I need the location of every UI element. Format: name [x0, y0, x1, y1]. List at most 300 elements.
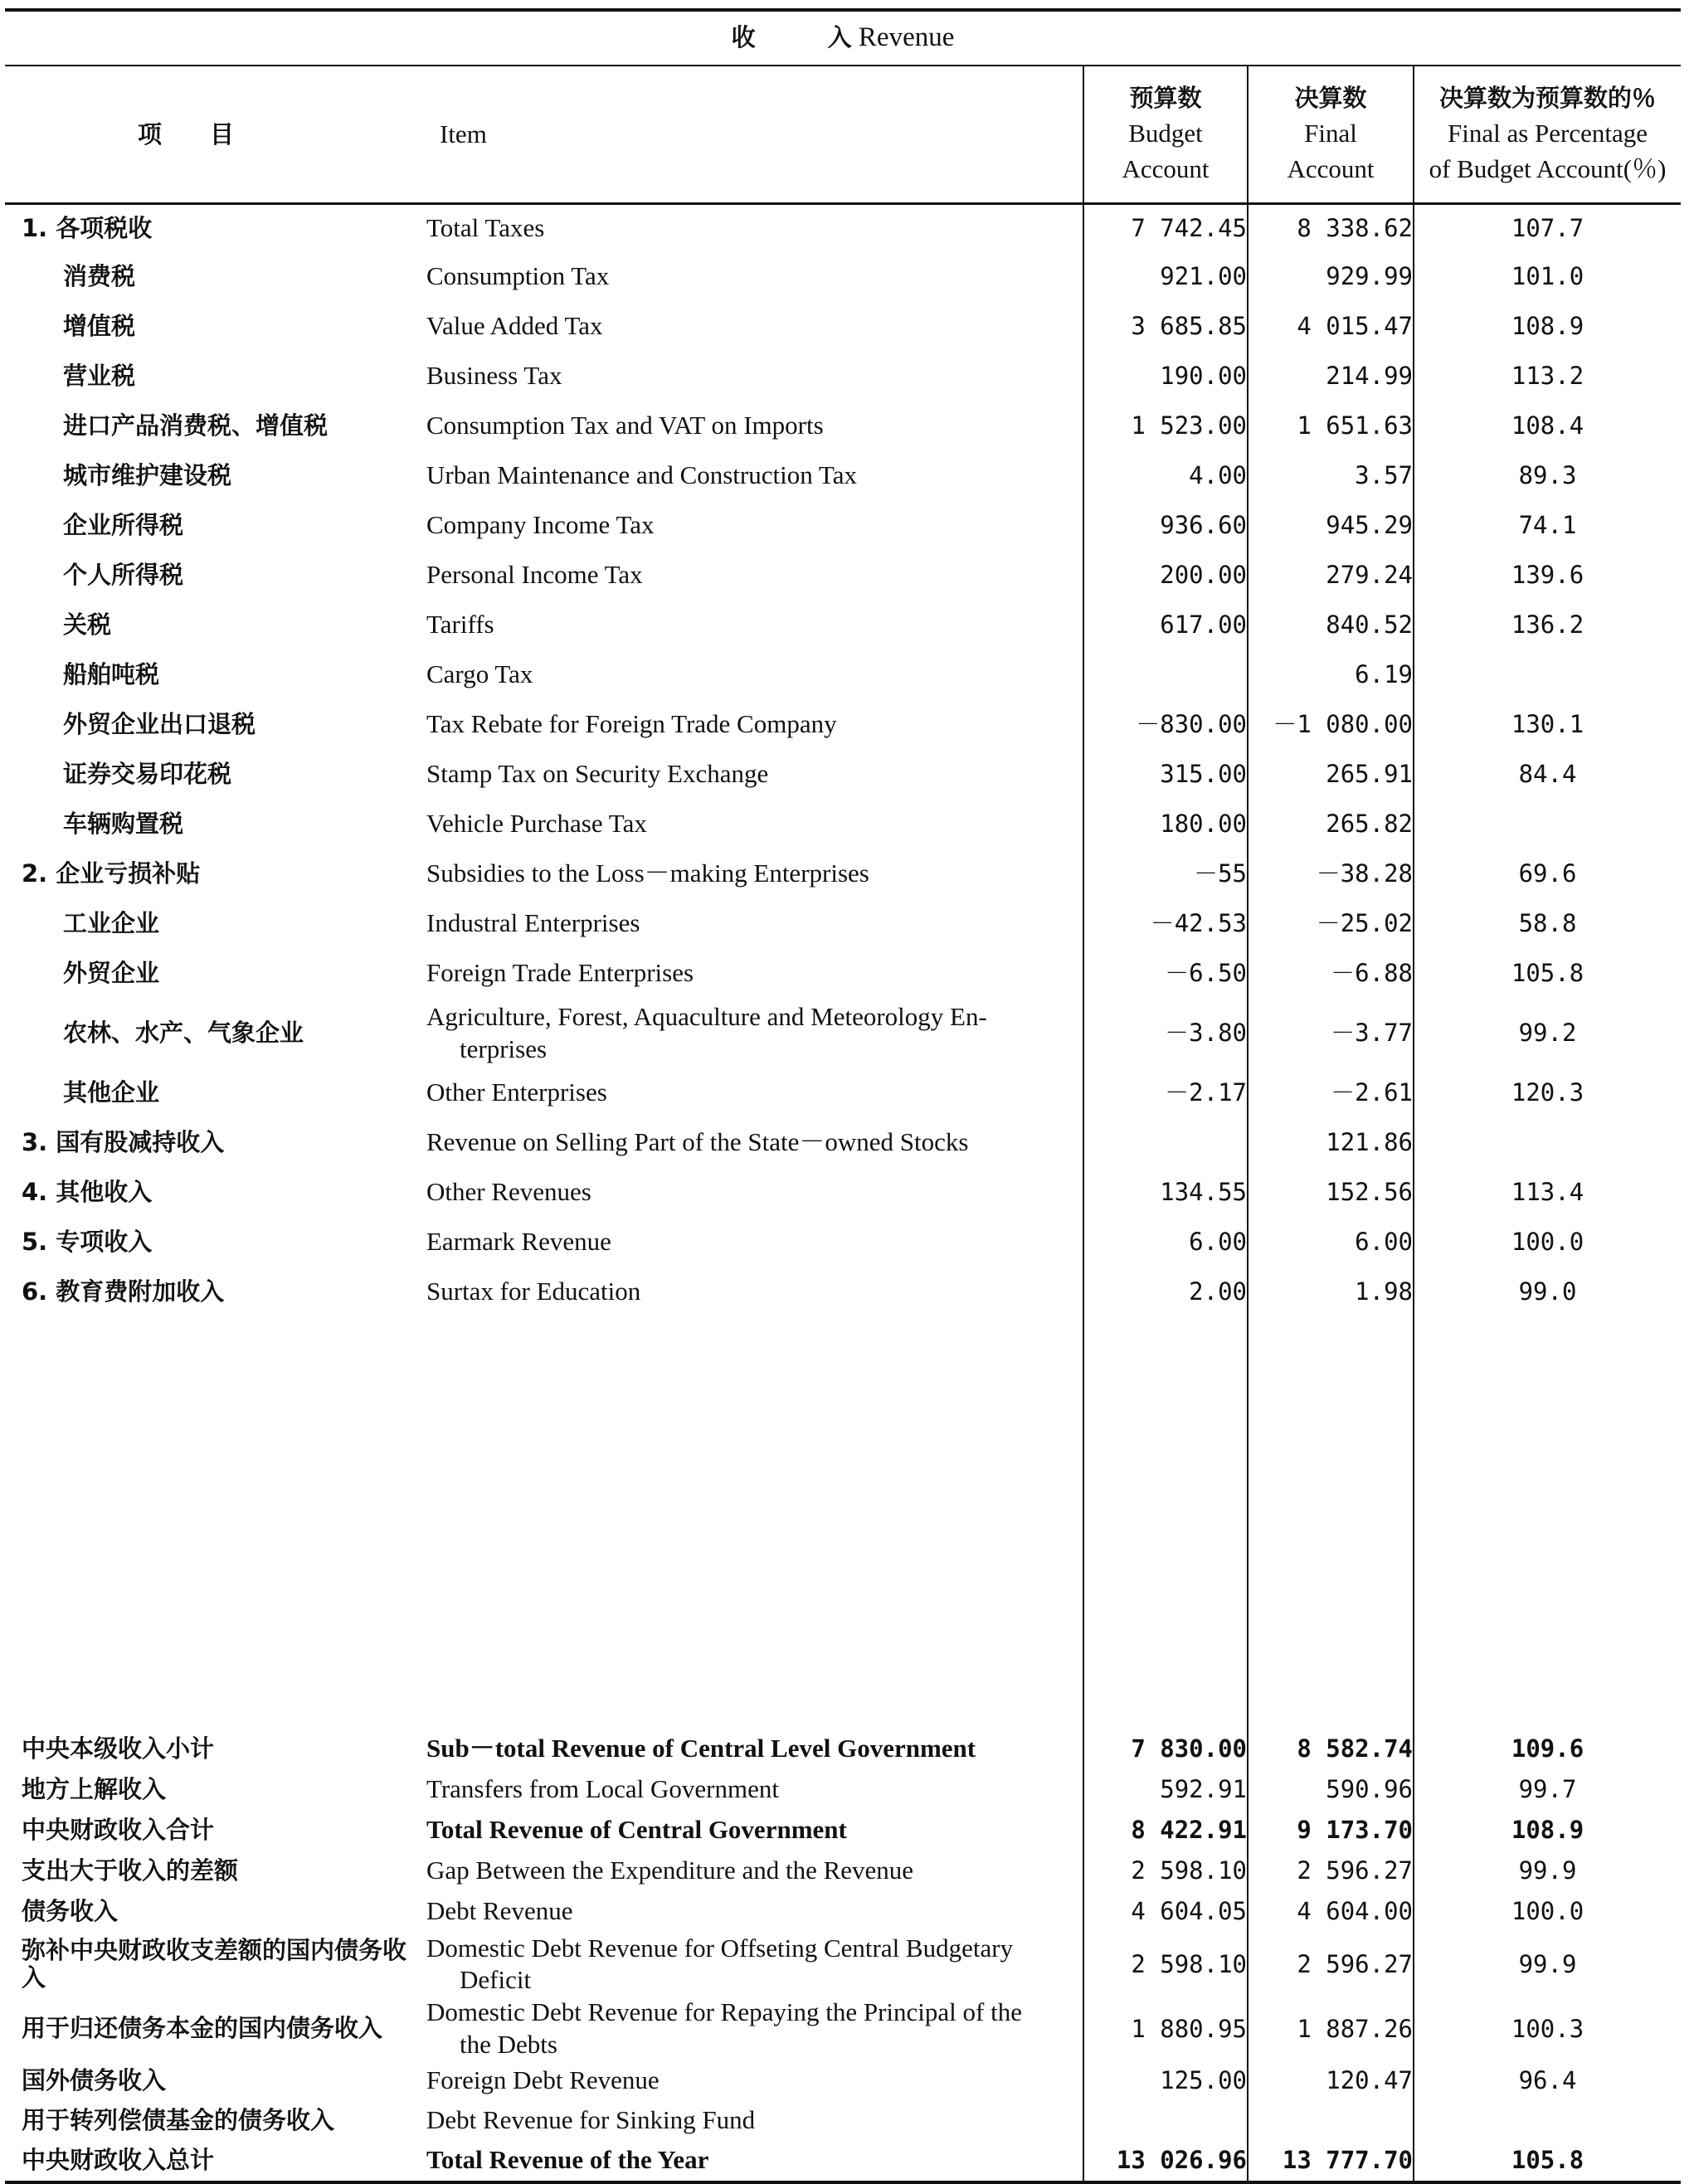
summary-item-zh: [5, 1997, 426, 2061]
budget-value-text: 936.60: [1160, 511, 1247, 540]
summary-percentage-value: [1414, 1729, 1681, 1770]
summary-item-zh: [5, 2101, 426, 2141]
final-value: [1248, 899, 1414, 949]
summary-item-en: [426, 2061, 1083, 2101]
item-zh-text: 4. 其他收入: [22, 1178, 153, 1207]
percentage-value: [1414, 700, 1681, 750]
summary-item-zh: [5, 1851, 426, 1891]
percentage-value-text: 113.2: [1511, 362, 1584, 391]
item-zh-text: 6. 教育费附加收入: [22, 1277, 225, 1306]
summary-final-value: [1248, 2101, 1414, 2141]
title-zh: 收 入: [731, 23, 852, 52]
item-en: [426, 501, 1083, 551]
summary-percentage-value-text: 100.3: [1511, 2014, 1584, 2043]
item-en: [426, 899, 1083, 949]
budget-value-text: 617.00: [1160, 610, 1247, 640]
percentage-value-text: 58.8: [1518, 909, 1577, 938]
item-en-text-cont: terprises: [460, 1034, 548, 1063]
percentage-value: [1414, 1168, 1681, 1218]
summary-percentage-value-text: 108.9: [1511, 1816, 1584, 1845]
percentage-value-text: 84.4: [1518, 760, 1577, 789]
budget-value: [1083, 204, 1248, 252]
table-row: [5, 1168, 1681, 1218]
header-final: [1248, 66, 1414, 204]
summary-row: [5, 1770, 1681, 1810]
summary-percentage-value: [1414, 2061, 1681, 2101]
percentage-value-text: 130.1: [1511, 710, 1584, 739]
summary-percentage-value-text: 99.9: [1518, 1950, 1577, 1979]
budget-value-text: －830.00: [1136, 710, 1247, 739]
item-zh: [5, 601, 426, 650]
summary-final-value: [1248, 1810, 1414, 1851]
percentage-value: [1414, 601, 1681, 650]
title-en: Revenue: [858, 22, 955, 53]
item-zh-text: 农林、水产、气象企业: [63, 1019, 304, 1048]
item-zh-text: 工业企业: [63, 909, 160, 938]
final-value-text: 6.00: [1355, 1228, 1413, 1257]
summary-row: [5, 2061, 1681, 2101]
item-en: [426, 1168, 1083, 1218]
summary-percentage-value-text: 100.0: [1511, 1897, 1584, 1926]
budget-value-text: 200.00: [1160, 561, 1247, 590]
summary-item-zh-text: 地方上解收入: [22, 1774, 167, 1803]
summary-item-zh: [5, 1891, 426, 1933]
budget-value-text: 921.00: [1160, 262, 1247, 291]
budget-value-text: －42.53: [1150, 909, 1247, 938]
summary-item-zh-text: 支出大于收入的差额: [22, 1856, 239, 1885]
item-zh-text: 1. 各项税收: [22, 214, 153, 243]
item-en: [426, 999, 1083, 1068]
item-zh-text: 2. 企业亏损补贴: [22, 859, 201, 888]
percentage-value-text: 136.2: [1511, 610, 1584, 640]
summary-percentage-value-text: 109.6: [1511, 1734, 1584, 1763]
summary-percentage-value-text: 99.7: [1518, 1775, 1577, 1804]
summary-budget-value: [1083, 2141, 1248, 2182]
final-value-text: 279.24: [1326, 561, 1413, 590]
summary-row: [5, 1729, 1681, 1770]
summary-item-zh-text: 中央财政收入总计: [22, 2145, 215, 2174]
item-zh-text: 车辆购置税: [63, 810, 184, 839]
summary-budget-value-text: 7 830.00: [1131, 1734, 1247, 1763]
budget-value: [1083, 601, 1248, 650]
summary-budget-value-text: 592.91: [1160, 1775, 1247, 1804]
final-value-text: 8 338.62: [1297, 214, 1413, 243]
summary-budget-value-text: 4 604.05: [1131, 1897, 1247, 1926]
blank-cell: [1414, 1317, 1681, 1729]
budget-value: [1083, 1168, 1248, 1218]
summary-final-value: [1248, 1729, 1414, 1770]
summary-row: [5, 1997, 1681, 2061]
blank-cell: [426, 1317, 1083, 1729]
budget-value-text: 180.00: [1160, 810, 1247, 839]
percentage-value: [1414, 949, 1681, 999]
header-final-en2: Account: [1287, 154, 1375, 184]
final-value-text: －6.88: [1331, 959, 1413, 988]
budget-value-text: －55: [1194, 859, 1247, 888]
percentage-value: [1414, 899, 1681, 949]
table-row: [5, 252, 1681, 302]
item-zh: [5, 700, 426, 750]
final-value: [1248, 1068, 1414, 1118]
final-value: [1248, 1218, 1414, 1267]
item-zh: [5, 999, 426, 1068]
summary-row: [5, 2141, 1681, 2182]
percentage-value: [1414, 999, 1681, 1068]
item-zh-text: 个人所得税: [63, 561, 184, 590]
item-zh: [5, 899, 426, 949]
table-row: [5, 451, 1681, 501]
header-budget-zh: 预算数: [1129, 84, 1202, 113]
item-en: [426, 204, 1083, 252]
summary-item-zh-text: 国外债务收入: [22, 2065, 167, 2094]
summary-item-en-text: Transfers from Local Government: [426, 1774, 779, 1804]
summary-percentage-value: [1414, 2101, 1681, 2141]
header-pct-en2: of Budget Account(％): [1429, 154, 1667, 184]
table-row: [5, 501, 1681, 551]
summary-item-en-text: Debt Revenue: [426, 1896, 573, 1926]
header-final-zh: 决算数: [1294, 84, 1367, 113]
summary-final-value: [1248, 1851, 1414, 1891]
item-zh-text: 外贸企业出口退税: [63, 710, 256, 739]
budget-value: [1083, 899, 1248, 949]
final-value: [1248, 601, 1414, 650]
item-zh-text: 关税: [63, 610, 112, 640]
percentage-value: [1414, 1068, 1681, 1118]
summary-item-zh-text: 用于归还债务本金的国内债务: [22, 2014, 335, 2043]
blank-cell: [1248, 1317, 1414, 1729]
percentage-value: [1414, 849, 1681, 899]
summary-budget-value-text: 8 422.91: [1131, 1816, 1247, 1845]
summary-item-en: [426, 1997, 1083, 2061]
percentage-value-text: 107.7: [1511, 214, 1584, 243]
summary-row: [5, 1851, 1681, 1891]
summary-item-en: [426, 1933, 1083, 1997]
item-en-text: Value Added Tax: [426, 311, 603, 341]
final-value-text: 1.98: [1355, 1277, 1413, 1306]
budget-value: [1083, 401, 1248, 451]
header-percentage: [1414, 66, 1681, 204]
item-zh-text: 外贸企业: [63, 959, 160, 988]
summary-item-en: [426, 1891, 1083, 1933]
summary-item-zh-text: 债务收入: [22, 1896, 119, 1925]
final-value-text: 265.82: [1326, 810, 1413, 839]
summary-item-zh: [5, 1810, 426, 1851]
budget-value: [1083, 700, 1248, 750]
percentage-value-text: 139.6: [1511, 561, 1584, 590]
table-row: [5, 1068, 1681, 1118]
percentage-value: [1414, 650, 1681, 700]
item-zh: [5, 1118, 426, 1168]
budget-value: [1083, 352, 1248, 401]
item-zh: [5, 849, 426, 899]
item-en: [426, 1068, 1083, 1118]
summary-final-value-text: 2 596.27: [1297, 1856, 1413, 1885]
summary-final-value-text: 120.47: [1326, 2066, 1413, 2095]
summary-item-en-text: Debt Revenue for Sinking Fund: [426, 2105, 756, 2135]
final-value-text: 4 015.47: [1297, 312, 1413, 341]
summary-item-zh: [5, 1770, 426, 1810]
budget-value-text: －6.50: [1165, 959, 1247, 988]
blank-cell: [5, 1317, 426, 1729]
final-value-text: 929.99: [1326, 262, 1413, 291]
final-value-text: 121.86: [1326, 1128, 1413, 1157]
item-en-text: Business Tax: [426, 361, 562, 391]
summary-item-en: [426, 1851, 1083, 1891]
main-rows: [5, 204, 1681, 1729]
item-zh: [5, 204, 426, 252]
budget-value-text: 190.00: [1160, 362, 1247, 391]
item-en-text: Company Income Tax: [426, 510, 655, 540]
item-en: [426, 949, 1083, 999]
item-zh-text: 城市维护建设税: [63, 461, 232, 490]
table-title: [5, 10, 1681, 66]
budget-value: [1083, 551, 1248, 601]
percentage-value: [1414, 204, 1681, 252]
final-value: [1248, 401, 1414, 451]
item-en-text: Personal Income Tax: [426, 560, 643, 590]
percentage-value-text: 74.1: [1518, 511, 1577, 540]
budget-value: [1083, 1118, 1248, 1168]
budget-value-text: 7 742.45: [1131, 214, 1247, 243]
summary-row: [5, 2101, 1681, 2141]
summary-percentage-value: [1414, 1933, 1681, 1997]
budget-value: [1083, 1068, 1248, 1118]
item-zh-text: 证券交易印花税: [63, 760, 232, 789]
budget-value-text: 315.00: [1160, 760, 1247, 789]
item-zh: [5, 1068, 426, 1118]
final-value: [1248, 551, 1414, 601]
final-value: [1248, 501, 1414, 551]
final-value-text: －1 080.00: [1273, 710, 1413, 739]
item-en-text: Agriculture, Forest, Aquaculture and Meteorology En-: [426, 1001, 987, 1031]
summary-item-zh-text-cont: 债务收入: [22, 1935, 407, 1992]
item-zh: [5, 501, 426, 551]
header-final-en1: Final: [1304, 118, 1357, 148]
final-value: [1248, 352, 1414, 401]
table-row: [5, 1267, 1681, 1317]
budget-value: [1083, 252, 1248, 302]
summary-percentage-value-text: 96.4: [1518, 2066, 1577, 2095]
table-row: [5, 899, 1681, 949]
final-value: [1248, 700, 1414, 750]
summary-item-zh-text: 用于转列偿债基金的债务收入: [22, 2105, 335, 2134]
percentage-value-text: 108.9: [1511, 312, 1584, 341]
summary-percentage-value: [1414, 1891, 1681, 1933]
summary-percentage-value-text: 105.8: [1511, 2146, 1584, 2175]
summary-item-en: [426, 1810, 1083, 1851]
item-en-text: Total Taxes: [426, 212, 545, 242]
summary-budget-value-text: 13 026.96: [1116, 2146, 1247, 2175]
summary-final-value: [1248, 2061, 1414, 2101]
budget-value-text: 6.00: [1189, 1228, 1247, 1257]
table-row: [5, 949, 1681, 999]
item-en: [426, 302, 1083, 352]
summary-row: [5, 1810, 1681, 1851]
final-value-text: 3.57: [1355, 461, 1413, 490]
budget-value: [1083, 650, 1248, 700]
final-value: [1248, 800, 1414, 849]
summary-budget-value-text: 2 598.10: [1131, 1856, 1247, 1885]
percentage-value: [1414, 302, 1681, 352]
item-en-text: Urban Maintenance and Construction Tax: [426, 460, 857, 490]
item-zh: [5, 800, 426, 849]
summary-final-value-text: 2 596.27: [1297, 1950, 1413, 1979]
percentage-value-text: 99.0: [1518, 1277, 1577, 1306]
summary-final-value: [1248, 1997, 1414, 2061]
summary-final-value: [1248, 2141, 1414, 2182]
summary-budget-value: [1083, 1810, 1248, 1851]
summary-item-en-text: Total Revenue of Central Government: [426, 1815, 847, 1845]
item-en: [426, 252, 1083, 302]
summary-item-zh-text: 弥补中央财政收支差额的国内: [22, 1935, 335, 1964]
final-value-text: 945.29: [1326, 511, 1413, 540]
summary-percentage-value-text: 99.9: [1518, 1856, 1577, 1885]
final-value-text: －3.77: [1331, 1019, 1413, 1048]
table-row: [5, 650, 1681, 700]
percentage-value-text: 105.8: [1511, 959, 1584, 988]
percentage-value: [1414, 401, 1681, 451]
item-en: [426, 401, 1083, 451]
table-row: [5, 700, 1681, 750]
item-en-text: Tax Rebate for Foreign Trade Company: [426, 709, 837, 739]
summary-budget-value: [1083, 1851, 1248, 1891]
item-en: [426, 1267, 1083, 1317]
budget-value-text: 3 685.85: [1131, 312, 1247, 341]
budget-value: [1083, 849, 1248, 899]
budget-value: [1083, 501, 1248, 551]
item-zh: [5, 1168, 426, 1218]
final-value: [1248, 1267, 1414, 1317]
table-row: [5, 1218, 1681, 1267]
summary-row: [5, 1891, 1681, 1933]
item-zh-text: 营业税: [63, 362, 136, 391]
final-value: [1248, 204, 1414, 252]
summary-final-value-text: 8 582.74: [1297, 1734, 1413, 1763]
final-value: [1248, 949, 1414, 999]
table-row: [5, 302, 1681, 352]
percentage-value: [1414, 551, 1681, 601]
budget-value: [1083, 451, 1248, 501]
final-value: [1248, 1168, 1414, 1218]
budget-value: [1083, 949, 1248, 999]
summary-item-en: [426, 2101, 1083, 2141]
blank-cell: [1083, 1317, 1248, 1729]
table-row: [5, 352, 1681, 401]
budget-value: [1083, 999, 1248, 1068]
final-value: [1248, 302, 1414, 352]
budget-value-text: 4.00: [1189, 461, 1247, 490]
item-zh: [5, 551, 426, 601]
summary-budget-value: [1083, 1729, 1248, 1770]
summary-item-zh-text: 中央本级收入小计: [22, 1734, 215, 1763]
final-value-text: 152.56: [1326, 1178, 1413, 1207]
item-en: [426, 849, 1083, 899]
item-zh: [5, 1267, 426, 1317]
table-row: [5, 1118, 1681, 1168]
summary-percentage-value: [1414, 1810, 1681, 1851]
table-row: [5, 204, 1681, 252]
summary-item-en: [426, 2141, 1083, 2182]
summary-item-en-text: Sub－total Revenue of Central Level Government: [426, 1734, 976, 1763]
budget-value: [1083, 750, 1248, 800]
final-value: [1248, 650, 1414, 700]
summary-rows: [5, 1729, 1681, 2182]
item-zh: [5, 302, 426, 352]
item-zh-text: 船舶吨税: [63, 660, 160, 689]
summary-percentage-value: [1414, 1851, 1681, 1891]
table-row: [5, 800, 1681, 849]
item-zh: [5, 949, 426, 999]
item-en: [426, 352, 1083, 401]
item-zh: [5, 252, 426, 302]
percentage-value-text: 89.3: [1518, 461, 1577, 490]
percentage-value: [1414, 451, 1681, 501]
final-value: [1248, 999, 1414, 1068]
percentage-value: [1414, 1118, 1681, 1168]
final-value: [1248, 451, 1414, 501]
item-en: [426, 800, 1083, 849]
summary-budget-value: [1083, 1770, 1248, 1810]
final-value-text: 1 651.63: [1297, 411, 1413, 440]
summary-budget-value-text: 125.00: [1160, 2066, 1247, 2095]
percentage-value-text: 100.0: [1511, 1228, 1584, 1257]
summary-item-en-text: Foreign Debt Revenue: [426, 2065, 660, 2095]
budget-value-text: －2.17: [1165, 1078, 1247, 1107]
item-zh-text: 5. 专项收入: [22, 1228, 153, 1257]
item-zh-text: 其他企业: [63, 1078, 160, 1107]
summary-final-value-text: 9 173.70: [1297, 1816, 1413, 1845]
item-en-text: Consumption Tax and VAT on Imports: [426, 411, 824, 440]
final-value: [1248, 750, 1414, 800]
table-title-row: [5, 10, 1681, 66]
item-en: [426, 551, 1083, 601]
item-en: [426, 1218, 1083, 1267]
item-en-text: Subsidies to the Loss－making Enterprises: [426, 859, 869, 888]
table-row: [5, 750, 1681, 800]
summary-item-en-text: Total Revenue of the Year: [426, 2145, 709, 2175]
summary-final-value: [1248, 1891, 1414, 1933]
final-value: [1248, 252, 1414, 302]
summary-item-en-text: Gap Between the Expenditure and the Revenue: [426, 1856, 914, 1885]
budget-value: [1083, 800, 1248, 849]
item-en: [426, 650, 1083, 700]
table-row: [5, 849, 1681, 899]
header-item-en: Item: [426, 66, 1083, 204]
column-header-row: [5, 66, 1681, 204]
table-row: [5, 999, 1681, 1068]
budget-value-text: 1 523.00: [1131, 411, 1247, 440]
header-budget-en1: Budget: [1128, 118, 1203, 148]
item-zh-text: 增值税: [63, 312, 136, 341]
item-en-text: Vehicle Purchase Tax: [426, 809, 647, 839]
summary-budget-value: [1083, 1997, 1248, 2061]
summary-budget-value: [1083, 2061, 1248, 2101]
summary-budget-value-text: 1 880.95: [1131, 2014, 1247, 2043]
percentage-value: [1414, 252, 1681, 302]
item-en-text: Consumption Tax: [426, 261, 610, 291]
item-zh-text: 企业所得税: [63, 511, 184, 540]
header-pct-zh: 决算数为预算数的％: [1439, 84, 1657, 113]
item-zh: [5, 650, 426, 700]
summary-percentage-value: [1414, 1997, 1681, 2061]
percentage-value-text: 99.2: [1518, 1019, 1577, 1048]
item-zh: [5, 1218, 426, 1267]
item-zh-text: 消费税: [63, 262, 136, 291]
percentage-value: [1414, 1267, 1681, 1317]
summary-budget-value: [1083, 1933, 1248, 1997]
item-zh: [5, 750, 426, 800]
item-zh: [5, 451, 426, 501]
